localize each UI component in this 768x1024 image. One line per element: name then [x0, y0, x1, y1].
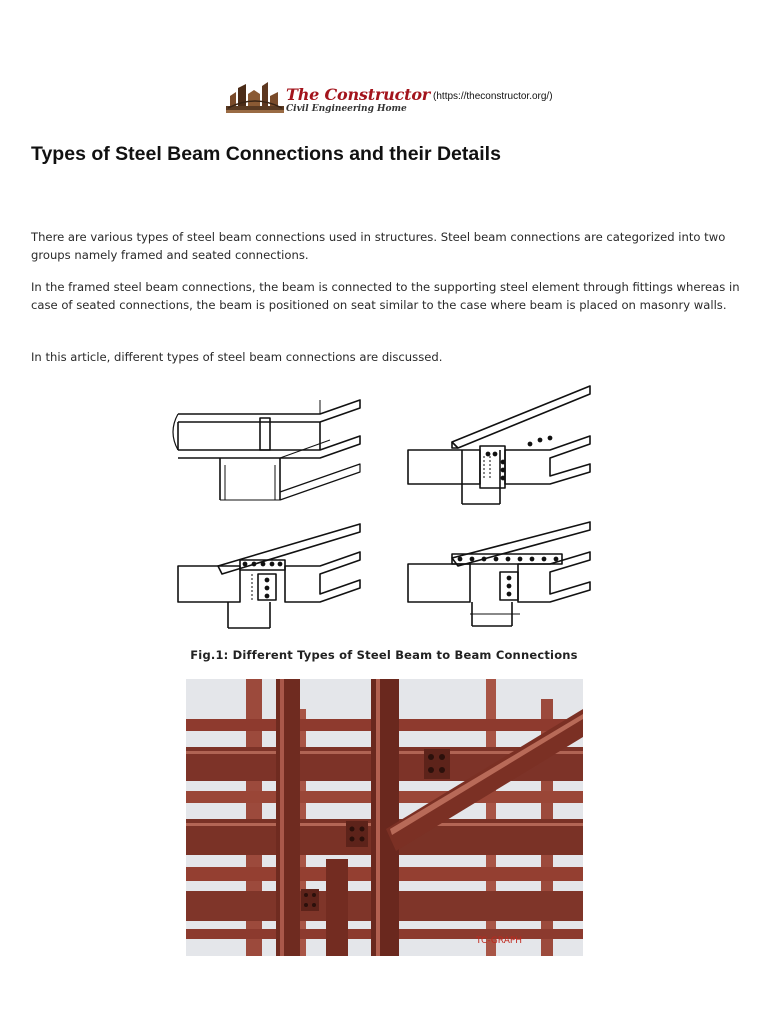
logo-title: The Constructor [286, 84, 431, 104]
logo-text [286, 84, 431, 114]
page-title: Types of Steel Beam Connections and their Details [31, 143, 501, 165]
intro-paragraph: There are various types of steel beam connections used in structures. Steel beam connections are categorized into two groups namely framed and seated connections. [31, 230, 726, 262]
connection-diagram-2 [408, 386, 590, 504]
photo-watermark: TC-GRAPH [476, 936, 523, 946]
discussion-paragraph: In this article, different types of steel beam connections are discussed. [31, 350, 443, 364]
steel-frame-photo [186, 679, 583, 956]
connection-diagram-1 [173, 400, 360, 500]
constructor-logo-icon [226, 82, 284, 118]
beam-connections-diagram [170, 380, 600, 632]
site-url-link[interactable]: (https://theconstructor.org/) [433, 91, 553, 102]
connection-diagram-4 [408, 522, 590, 626]
framed-paragraph: In the framed steel beam connections, the beam is connected to the supporting steel element through fittings whereas in case of seated connections, the beam is positioned on seat similar to the case where beam is placed on masonry walls. [31, 280, 740, 312]
site-header [226, 80, 553, 120]
connection-diagram-3 [178, 524, 360, 628]
figure-caption: Fig.1: Different Types of Steel Beam to Beam Connections [190, 648, 578, 662]
logo-subtitle: Civil Engineering Home [286, 103, 407, 114]
